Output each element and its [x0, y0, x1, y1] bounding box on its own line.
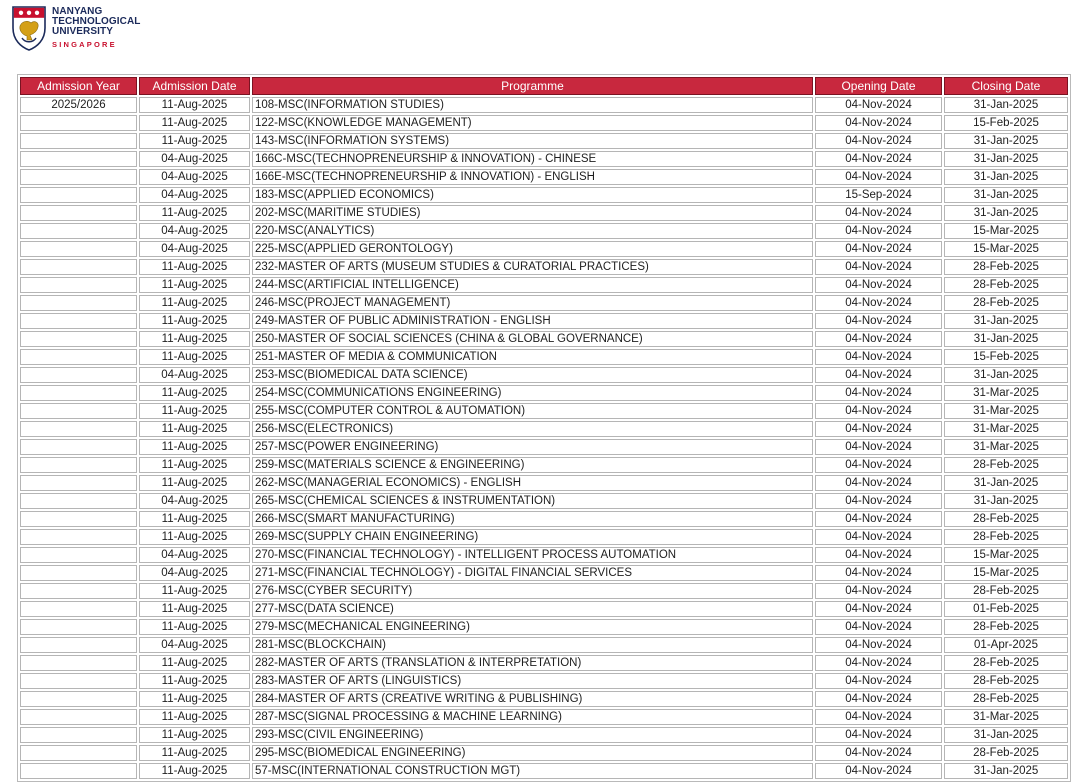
cell-admission-date: 11-Aug-2025	[139, 691, 250, 707]
cell-admission-date: 11-Aug-2025	[139, 277, 250, 293]
table-row	[20, 187, 1068, 203]
table-row	[20, 169, 1068, 185]
cell-programme: 256-MSC(ELECTRONICS)	[252, 421, 813, 437]
cell-opening-date: 04-Nov-2024	[815, 439, 942, 455]
cell-admission-year	[20, 673, 137, 689]
cell-admission-date: 11-Aug-2025	[139, 295, 250, 311]
cell-closing-date: 31-Mar-2025	[944, 385, 1068, 401]
cell-admission-date: 04-Aug-2025	[139, 565, 250, 581]
cell-admission-date: 04-Aug-2025	[139, 637, 250, 653]
cell-programme: 295-MSC(BIOMEDICAL ENGINEERING)	[252, 745, 813, 761]
cell-closing-date: 15-Feb-2025	[944, 349, 1068, 365]
cell-opening-date: 04-Nov-2024	[815, 403, 942, 419]
cell-closing-date: 28-Feb-2025	[944, 691, 1068, 707]
table-row	[20, 637, 1068, 653]
cell-admission-year	[20, 169, 137, 185]
cell-programme: 254-MSC(COMMUNICATIONS ENGINEERING)	[252, 385, 813, 401]
cell-closing-date: 31-Jan-2025	[944, 313, 1068, 329]
cell-admission-date: 11-Aug-2025	[139, 403, 250, 419]
table-row	[20, 529, 1068, 545]
cell-programme: 259-MSC(MATERIALS SCIENCE & ENGINEERING)	[252, 457, 813, 473]
cell-closing-date: 15-Mar-2025	[944, 565, 1068, 581]
cell-closing-date: 31-Mar-2025	[944, 403, 1068, 419]
cell-admission-date: 11-Aug-2025	[139, 115, 250, 131]
cell-admission-date: 11-Aug-2025	[139, 457, 250, 473]
cell-closing-date: 31-Jan-2025	[944, 151, 1068, 167]
cell-closing-date: 31-Jan-2025	[944, 475, 1068, 491]
cell-programme: 293-MSC(CIVIL ENGINEERING)	[252, 727, 813, 743]
cell-closing-date: 28-Feb-2025	[944, 457, 1068, 473]
cell-admission-year	[20, 745, 137, 761]
cell-admission-year	[20, 637, 137, 653]
cell-programme: 257-MSC(POWER ENGINEERING)	[252, 439, 813, 455]
cell-admission-date: 04-Aug-2025	[139, 547, 250, 563]
table-row	[20, 673, 1068, 689]
cell-admission-date: 11-Aug-2025	[139, 511, 250, 527]
table-row	[20, 385, 1068, 401]
cell-admission-year	[20, 205, 137, 221]
cell-opening-date: 04-Nov-2024	[815, 169, 942, 185]
table-row	[20, 331, 1068, 347]
cell-admission-date: 11-Aug-2025	[139, 439, 250, 455]
cell-admission-year	[20, 439, 137, 455]
cell-closing-date: 31-Jan-2025	[944, 727, 1068, 743]
table-row	[20, 223, 1068, 239]
cell-opening-date: 04-Nov-2024	[815, 421, 942, 437]
header-opening-date: Opening Date	[815, 77, 942, 95]
cell-closing-date: 15-Mar-2025	[944, 223, 1068, 239]
cell-closing-date: 28-Feb-2025	[944, 277, 1068, 293]
cell-programme: 262-MSC(MANAGERIAL ECONOMICS) - ENGLISH	[252, 475, 813, 491]
header-programme: Programme	[252, 77, 813, 95]
cell-admission-date: 11-Aug-2025	[139, 421, 250, 437]
table-row	[20, 547, 1068, 563]
cell-programme: 270-MSC(FINANCIAL TECHNOLOGY) - INTELLIGENT PROCESS AUTOMATION	[252, 547, 813, 563]
cell-programme: 255-MSC(COMPUTER CONTROL & AUTOMATION)	[252, 403, 813, 419]
cell-admission-date: 11-Aug-2025	[139, 133, 250, 149]
cell-admission-date: 11-Aug-2025	[139, 313, 250, 329]
cell-admission-date: 11-Aug-2025	[139, 745, 250, 761]
table-row	[20, 151, 1068, 167]
table-row	[20, 259, 1068, 275]
cell-programme: 249-MASTER OF PUBLIC ADMINISTRATION - ENGLISH	[252, 313, 813, 329]
cell-opening-date: 04-Nov-2024	[815, 673, 942, 689]
cell-admission-year	[20, 475, 137, 491]
table-row	[20, 619, 1068, 635]
cell-programme: 143-MSC(INFORMATION SYSTEMS)	[252, 133, 813, 149]
cell-closing-date: 28-Feb-2025	[944, 529, 1068, 545]
cell-admission-year	[20, 241, 137, 257]
cell-closing-date: 28-Feb-2025	[944, 745, 1068, 761]
cell-programme: 166C-MSC(TECHNOPRENEURSHIP & INNOVATION) - CHINESE	[252, 151, 813, 167]
cell-opening-date: 04-Nov-2024	[815, 223, 942, 239]
cell-admission-year	[20, 493, 137, 509]
cell-opening-date: 04-Nov-2024	[815, 241, 942, 257]
header-admission-date: Admission Date	[139, 77, 250, 95]
cell-admission-date: 11-Aug-2025	[139, 385, 250, 401]
cell-programme: 276-MSC(CYBER SECURITY)	[252, 583, 813, 599]
table-row	[20, 691, 1068, 707]
table-row	[20, 115, 1068, 131]
table-row	[20, 403, 1068, 419]
cell-opening-date: 15-Sep-2024	[815, 187, 942, 203]
cell-admission-date: 11-Aug-2025	[139, 97, 250, 113]
cell-admission-year	[20, 295, 137, 311]
cell-closing-date: 15-Mar-2025	[944, 547, 1068, 563]
cell-opening-date: 04-Nov-2024	[815, 691, 942, 707]
table-row	[20, 457, 1068, 473]
cell-programme: 281-MSC(BLOCKCHAIN)	[252, 637, 813, 653]
cell-admission-year: 2025/2026	[20, 97, 137, 113]
cell-admission-date: 11-Aug-2025	[139, 763, 250, 779]
cell-opening-date: 04-Nov-2024	[815, 457, 942, 473]
cell-programme: 253-MSC(BIOMEDICAL DATA SCIENCE)	[252, 367, 813, 383]
cell-opening-date: 04-Nov-2024	[815, 313, 942, 329]
cell-opening-date: 04-Nov-2024	[815, 295, 942, 311]
header-admission-year: Admission Year	[20, 77, 137, 95]
cell-admission-year	[20, 655, 137, 671]
table-row	[20, 313, 1068, 329]
cell-opening-date: 04-Nov-2024	[815, 511, 942, 527]
cell-programme: 279-MSC(MECHANICAL ENGINEERING)	[252, 619, 813, 635]
cell-admission-date: 04-Aug-2025	[139, 169, 250, 185]
cell-opening-date: 04-Nov-2024	[815, 763, 942, 779]
cell-admission-year	[20, 691, 137, 707]
cell-opening-date: 04-Nov-2024	[815, 133, 942, 149]
cell-opening-date: 04-Nov-2024	[815, 745, 942, 761]
cell-closing-date: 28-Feb-2025	[944, 619, 1068, 635]
cell-opening-date: 04-Nov-2024	[815, 385, 942, 401]
cell-programme: 246-MSC(PROJECT MANAGEMENT)	[252, 295, 813, 311]
cell-opening-date: 04-Nov-2024	[815, 655, 942, 671]
cell-opening-date: 04-Nov-2024	[815, 475, 942, 491]
cell-admission-date: 11-Aug-2025	[139, 583, 250, 599]
table-row	[20, 475, 1068, 491]
table-row	[20, 97, 1068, 113]
table-row	[20, 295, 1068, 311]
table-body	[20, 97, 1068, 779]
cell-admission-date: 11-Aug-2025	[139, 619, 250, 635]
cell-admission-year	[20, 763, 137, 779]
cell-programme: 251-MASTER OF MEDIA & COMMUNICATION	[252, 349, 813, 365]
cell-opening-date: 04-Nov-2024	[815, 259, 942, 275]
cell-admission-year	[20, 565, 137, 581]
logo-line-1: NANYANG	[52, 6, 103, 17]
cell-programme: 269-MSC(SUPPLY CHAIN ENGINEERING)	[252, 529, 813, 545]
table-row	[20, 565, 1068, 581]
cell-closing-date: 01-Feb-2025	[944, 601, 1068, 617]
table-row	[20, 277, 1068, 293]
cell-admission-year	[20, 259, 137, 275]
cell-admission-year	[20, 133, 137, 149]
cell-closing-date: 28-Feb-2025	[944, 295, 1068, 311]
cell-admission-date: 11-Aug-2025	[139, 205, 250, 221]
table-row	[20, 205, 1068, 221]
cell-admission-date: 11-Aug-2025	[139, 655, 250, 671]
cell-opening-date: 04-Nov-2024	[815, 583, 942, 599]
cell-admission-year	[20, 529, 137, 545]
cell-closing-date: 31-Jan-2025	[944, 493, 1068, 509]
cell-admission-year	[20, 385, 137, 401]
table-row	[20, 349, 1068, 365]
header-closing-date: Closing Date	[944, 77, 1068, 95]
cell-admission-date: 04-Aug-2025	[139, 223, 250, 239]
cell-closing-date: 28-Feb-2025	[944, 259, 1068, 275]
cell-closing-date: 28-Feb-2025	[944, 655, 1068, 671]
cell-admission-date: 04-Aug-2025	[139, 367, 250, 383]
cell-opening-date: 04-Nov-2024	[815, 493, 942, 509]
cell-programme: 232-MASTER OF ARTS (MUSEUM STUDIES & CURATORIAL PRACTICES)	[252, 259, 813, 275]
table-row	[20, 655, 1068, 671]
cell-admission-date: 11-Aug-2025	[139, 529, 250, 545]
cell-opening-date: 04-Nov-2024	[815, 205, 942, 221]
table-row	[20, 763, 1068, 779]
cell-closing-date: 31-Jan-2025	[944, 205, 1068, 221]
cell-admission-year	[20, 583, 137, 599]
table-row	[20, 493, 1068, 509]
cell-opening-date: 04-Nov-2024	[815, 349, 942, 365]
table-row	[20, 133, 1068, 149]
cell-opening-date: 04-Nov-2024	[815, 601, 942, 617]
cell-opening-date: 04-Nov-2024	[815, 115, 942, 131]
cell-opening-date: 04-Nov-2024	[815, 529, 942, 545]
cell-opening-date: 04-Nov-2024	[815, 727, 942, 743]
logo-subline: SINGAPORE	[52, 40, 117, 49]
cell-programme: 271-MSC(FINANCIAL TECHNOLOGY) - DIGITAL FINANCIAL SERVICES	[252, 565, 813, 581]
ntu-crest-icon	[10, 4, 48, 52]
cell-admission-date: 04-Aug-2025	[139, 151, 250, 167]
cell-opening-date: 04-Nov-2024	[815, 331, 942, 347]
table-row	[20, 421, 1068, 437]
cell-programme: 266-MSC(SMART MANUFACTURING)	[252, 511, 813, 527]
cell-closing-date: 31-Mar-2025	[944, 709, 1068, 725]
cell-opening-date: 04-Nov-2024	[815, 619, 942, 635]
cell-closing-date: 31-Jan-2025	[944, 133, 1068, 149]
cell-programme: 283-MASTER OF ARTS (LINGUISTICS)	[252, 673, 813, 689]
logo-line-2: TECHNOLOGICAL	[52, 16, 141, 27]
cell-programme: 282-MASTER OF ARTS (TRANSLATION & INTERPRETATION)	[252, 655, 813, 671]
cell-admission-year	[20, 331, 137, 347]
cell-closing-date: 31-Mar-2025	[944, 421, 1068, 437]
cell-programme: 287-MSC(SIGNAL PROCESSING & MACHINE LEARNING)	[252, 709, 813, 725]
cell-admission-year	[20, 709, 137, 725]
table-header-row	[20, 77, 1068, 95]
table-row	[20, 439, 1068, 455]
cell-admission-year	[20, 601, 137, 617]
table-row	[20, 511, 1068, 527]
cell-closing-date: 31-Jan-2025	[944, 763, 1068, 779]
table-row	[20, 727, 1068, 743]
cell-programme: 57-MSC(INTERNATIONAL CONSTRUCTION MGT)	[252, 763, 813, 779]
cell-closing-date: 31-Jan-2025	[944, 187, 1068, 203]
cell-programme: 220-MSC(ANALYTICS)	[252, 223, 813, 239]
cell-closing-date: 31-Jan-2025	[944, 169, 1068, 185]
cell-closing-date: 28-Feb-2025	[944, 673, 1068, 689]
cell-admission-date: 11-Aug-2025	[139, 727, 250, 743]
cell-opening-date: 04-Nov-2024	[815, 547, 942, 563]
cell-admission-year	[20, 223, 137, 239]
logo-line-3: UNIVERSITY	[52, 26, 114, 37]
cell-admission-year	[20, 727, 137, 743]
cell-admission-date: 11-Aug-2025	[139, 601, 250, 617]
cell-admission-year	[20, 421, 137, 437]
cell-admission-year	[20, 367, 137, 383]
admission-schedule-table-wrapper	[17, 74, 1063, 782]
cell-admission-year	[20, 511, 137, 527]
table-row	[20, 709, 1068, 725]
cell-programme: 284-MASTER OF ARTS (CREATIVE WRITING & PUBLISHING)	[252, 691, 813, 707]
cell-admission-date: 04-Aug-2025	[139, 187, 250, 203]
table-row	[20, 601, 1068, 617]
cell-admission-year	[20, 151, 137, 167]
table-row	[20, 367, 1068, 383]
cell-closing-date: 31-Jan-2025	[944, 367, 1068, 383]
cell-admission-year	[20, 457, 137, 473]
cell-programme: 225-MSC(APPLIED GERONTOLOGY)	[252, 241, 813, 257]
cell-opening-date: 04-Nov-2024	[815, 565, 942, 581]
cell-programme: 166E-MSC(TECHNOPRENEURSHIP & INNOVATION) - ENGLISH	[252, 169, 813, 185]
cell-closing-date: 31-Jan-2025	[944, 97, 1068, 113]
cell-closing-date: 15-Mar-2025	[944, 241, 1068, 257]
cell-programme: 250-MASTER OF SOCIAL SCIENCES (CHINA & GLOBAL GOVERNANCE)	[252, 331, 813, 347]
cell-opening-date: 04-Nov-2024	[815, 367, 942, 383]
cell-programme: 183-MSC(APPLIED ECONOMICS)	[252, 187, 813, 203]
cell-admission-year	[20, 277, 137, 293]
cell-programme: 122-MSC(KNOWLEDGE MANAGEMENT)	[252, 115, 813, 131]
logo-wordmark	[52, 7, 141, 50]
cell-closing-date: 28-Feb-2025	[944, 583, 1068, 599]
cell-admission-year	[20, 403, 137, 419]
cell-admission-year	[20, 187, 137, 203]
table-row	[20, 583, 1068, 599]
cell-admission-year	[20, 115, 137, 131]
cell-admission-date: 11-Aug-2025	[139, 475, 250, 491]
table-row	[20, 241, 1068, 257]
cell-opening-date: 04-Nov-2024	[815, 277, 942, 293]
cell-admission-year	[20, 619, 137, 635]
cell-programme: 108-MSC(INFORMATION STUDIES)	[252, 97, 813, 113]
cell-programme: 244-MSC(ARTIFICIAL INTELLIGENCE)	[252, 277, 813, 293]
cell-admission-year	[20, 349, 137, 365]
cell-admission-date: 11-Aug-2025	[139, 709, 250, 725]
cell-opening-date: 04-Nov-2024	[815, 151, 942, 167]
cell-opening-date: 04-Nov-2024	[815, 637, 942, 653]
cell-closing-date: 15-Feb-2025	[944, 115, 1068, 131]
table-row	[20, 745, 1068, 761]
cell-closing-date: 31-Mar-2025	[944, 439, 1068, 455]
cell-admission-date: 11-Aug-2025	[139, 259, 250, 275]
cell-admission-date: 11-Aug-2025	[139, 673, 250, 689]
cell-programme: 265-MSC(CHEMICAL SCIENCES & INSTRUMENTATION)	[252, 493, 813, 509]
ntu-logo[interactable]	[10, 4, 141, 54]
cell-admission-year	[20, 313, 137, 329]
cell-admission-year	[20, 547, 137, 563]
cell-opening-date: 04-Nov-2024	[815, 709, 942, 725]
cell-admission-date: 04-Aug-2025	[139, 493, 250, 509]
cell-programme: 202-MSC(MARITIME STUDIES)	[252, 205, 813, 221]
cell-closing-date: 28-Feb-2025	[944, 511, 1068, 527]
cell-opening-date: 04-Nov-2024	[815, 97, 942, 113]
cell-admission-date: 04-Aug-2025	[139, 241, 250, 257]
cell-admission-date: 11-Aug-2025	[139, 331, 250, 347]
cell-programme: 277-MSC(DATA SCIENCE)	[252, 601, 813, 617]
admission-schedule-table	[17, 74, 1071, 782]
cell-closing-date: 31-Jan-2025	[944, 331, 1068, 347]
cell-admission-date: 11-Aug-2025	[139, 349, 250, 365]
cell-closing-date: 01-Apr-2025	[944, 637, 1068, 653]
